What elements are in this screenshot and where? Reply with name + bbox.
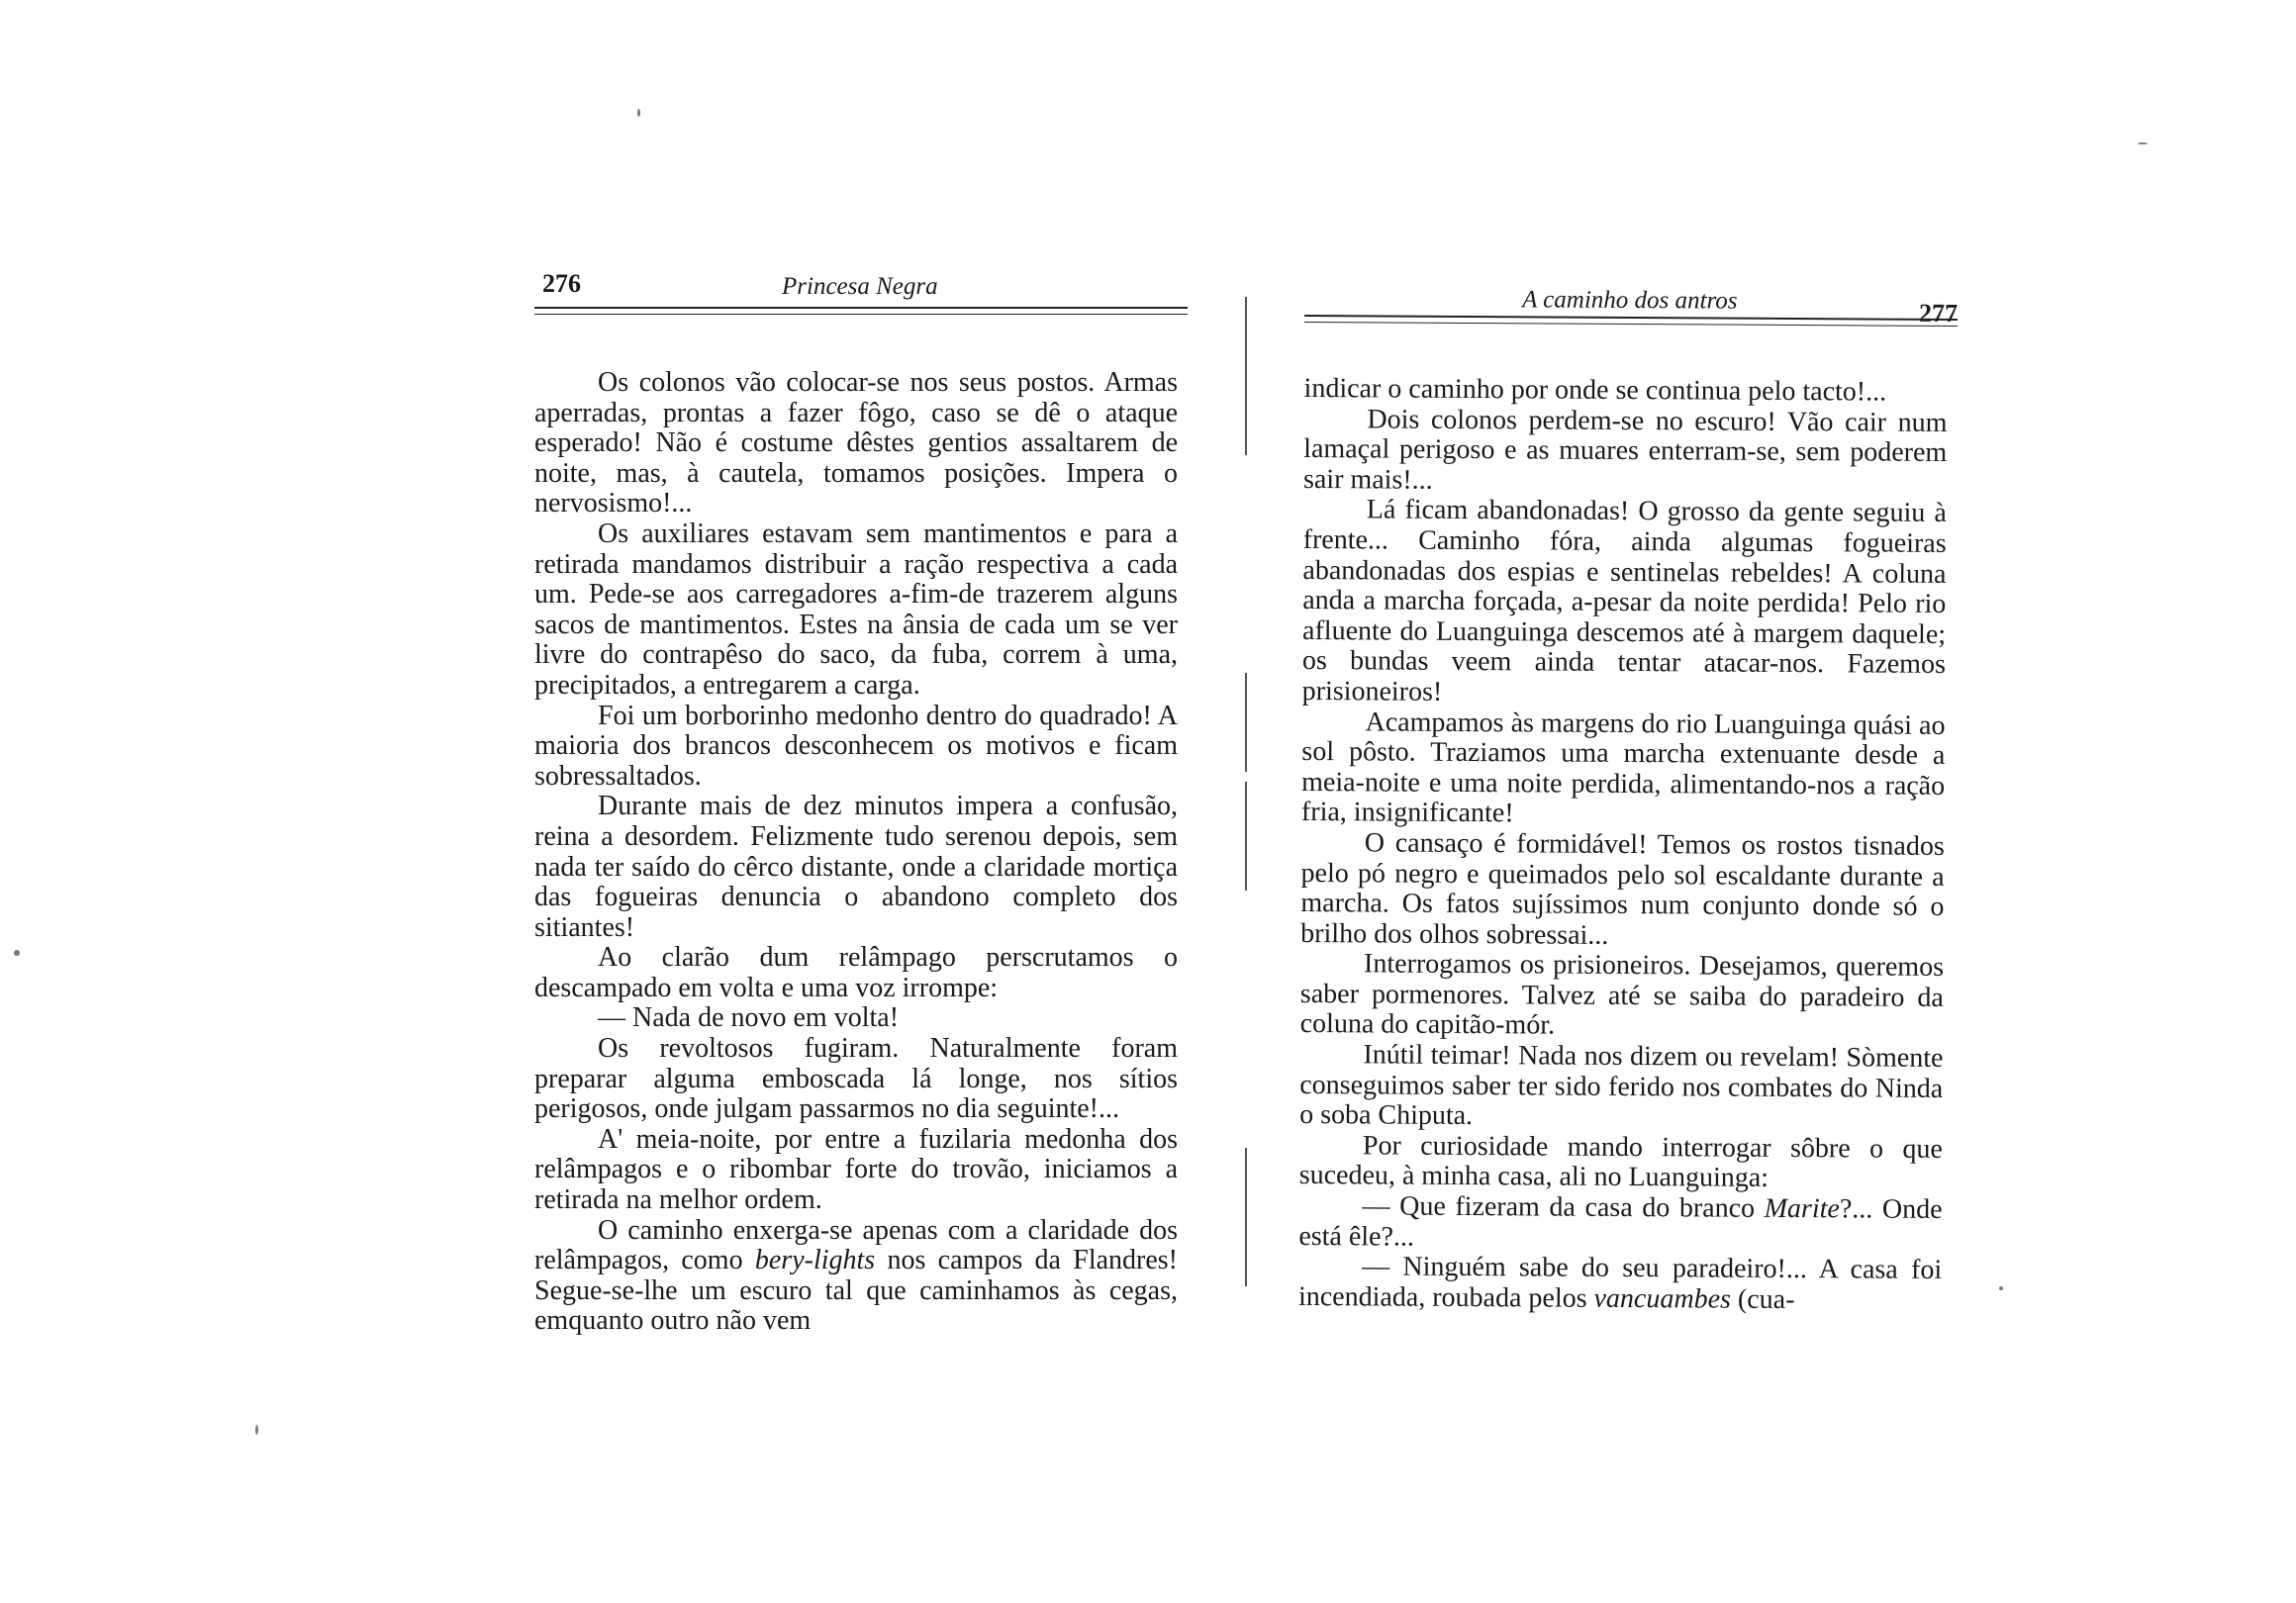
left-running-title: Princesa Negra <box>782 273 938 300</box>
italic-term: Marite <box>1764 1192 1840 1225</box>
paragraph <box>534 1216 1178 1337</box>
text-run: O caminho enxerga-se apenas com a claridade dos relâmpagos, como <box>534 1214 1178 1276</box>
text-run: nos campos da Flandres! Segue-se-lhe um escuro tal que caminhamos às cegas, emquanto outro não vem <box>534 1245 1178 1337</box>
paragraph: Os auxiliares estavam sem mantimentos e para a retirada mandamos distribuir a ração respectiva a cada um. Pede-se aos carregadores a-fim-de trazerem alguns sacos de mantimentos. Estes na ânsia de cada um se ver livre do contrapêso do saco, da fuba, correm à uma, precipitados, a entregarem a carga. <box>534 518 1178 701</box>
left-page-header <box>534 269 1188 309</box>
dialogue-line <box>1298 1191 1942 1256</box>
dialogue-line: — Nada de novo em volta! <box>598 1002 900 1034</box>
text-run: ?... Onde está êle?... <box>1298 1193 1943 1253</box>
right-header-rule <box>1304 315 1958 327</box>
scan-speck <box>1999 1286 2003 1290</box>
scan-speck <box>255 1425 258 1435</box>
text-run: — Que fizeram da casa do branco <box>1362 1190 1765 1224</box>
paragraph: Dois colonos perdem-se no escuro! Vão cair num lamaçal perigoso e as muares enterram-se, sem poderem sair mais!... <box>1302 403 1948 496</box>
left-page <box>534 0 1188 1599</box>
paragraph: Os revoltosos fugiram. Naturalmente foram preparar alguma emboscada lá longe, nos sítios perigosos, onde julgam passarmos no dia seguinte!... <box>534 1033 1178 1125</box>
paragraph: Acampamos às margens do rio Luanguinga quási ao sol pôsto. Traziamos uma marcha extenuante desde a meia-noite e uma noite perdida, alimentando-nos a ração fria, insignificante! <box>1300 706 1946 829</box>
paragraph: Por curiosidade mando interrogar sôbre o que sucedeu, à minha casa, ali no Luanguinga: <box>1298 1130 1944 1194</box>
left-page-number: 276 <box>542 269 581 298</box>
paragraph: Durante mais de dez minutos impera a confusão, reina a desordem. Felizmente tudo serenou depois, sem nada ter saído do cêrco distante, onde a claridade mortiça das fogueiras denuncia o abandono completo dos sitiantes! <box>534 791 1178 943</box>
paragraph: Interrogamos os prisioneiros. Desejamos, queremos saber pormenores. Talvez até se saiba do paradeiro da coluna do capitão-mór. <box>1299 948 1945 1042</box>
scan-speck <box>2138 142 2148 144</box>
book-gutter <box>1245 297 1248 1286</box>
paragraph: O cansaço é formidável! Temos os rostos tisnados pelo pó negro e queimados pelo sol escaldante durante a marcha. Os fatos sujíssimos num conjunto donde só o brilho dos olhos sobressai... <box>1300 827 1945 951</box>
paragraph: Lá ficam abandonadas! O grosso da gente seguiu à frente... Caminho fóra, ainda algumas fogueiras abandonadas dos espias e sentinelas rebeldes! A coluna anda a marcha forçada, a-pesar da noite perdida! Pelo rio afluente do Luanguinga descemos até à margem daquele; os bundas veem ainda tentar atacar-nos. Fazemos prisioneiros! <box>1301 494 1947 707</box>
right-page-header <box>1304 269 1959 329</box>
left-header-rule <box>534 307 1188 315</box>
right-page-body <box>1298 374 1948 1316</box>
italic-term: bery-lights <box>754 1245 876 1276</box>
scan-speck <box>637 109 640 117</box>
continuation-paragraph: indicar o caminho por onde se continua pelo tacto!... <box>1303 372 1887 408</box>
text-run: (cua- <box>1730 1283 1795 1315</box>
right-page <box>1296 0 1960 1603</box>
right-running-title: A caminho dos antros <box>1522 286 1738 315</box>
scan-speck <box>14 950 20 956</box>
italic-term: vancuambes <box>1593 1282 1732 1315</box>
dialogue-line <box>1298 1252 1942 1316</box>
left-page-body <box>534 368 1178 1337</box>
paragraph: Ao clarão dum relâmpago perscrutamos o descampado em volta e uma voz irrompe: <box>534 942 1178 1003</box>
right-page-number: 277 <box>1918 298 1959 329</box>
paragraph: Inútil teimar! Nada nos dizem ou revelam! Sòmente conseguimos saber ter sido ferido nos combates do Ninda o soba Chiputa. <box>1299 1039 1944 1132</box>
paragraph: Os colonos vão colocar-se nos seus postos. Armas aperradas, prontas a fazer fôgo, caso se dê o ataque esperado! Não é costume dêstes gentios assaltarem de noite, mas, à cautela, tomamos posições. Impera o nervosismo!... <box>534 367 1178 519</box>
paragraph: A' meia-noite, por entre a fuzilaria medonha dos relâmpagos e o ribombar forte do trovão, iniciamos a retirada na melhor ordem. <box>534 1123 1178 1216</box>
paragraph: Foi um borborinho medonho dentro do quadrado! A maioria dos brancos desconhecem os motivos e ficam sobressaltados. <box>534 700 1178 792</box>
text-run: — Ninguém sabe do seu paradeiro!... A casa foi incendiada, roubada pelos <box>1297 1251 1943 1314</box>
